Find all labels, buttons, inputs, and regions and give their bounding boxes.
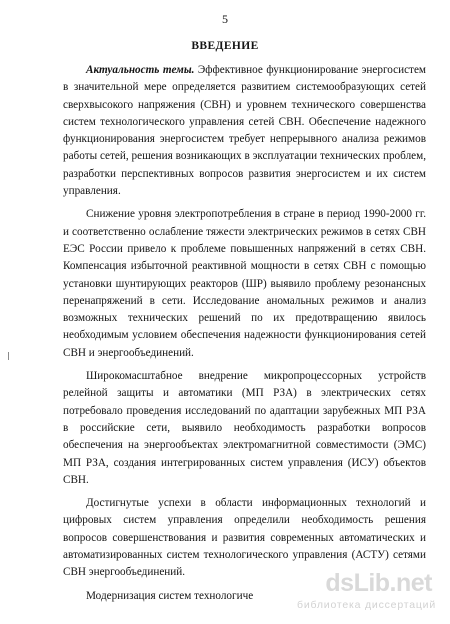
page-number: 5: [222, 12, 228, 26]
paragraph-microprocessor: [63, 368, 426, 489]
scan-margin-mark: [8, 352, 9, 360]
paragraph-text: Снижение уровня электропотребления в стране в период 1990-2000 гг. и соответственно ослабление тяжести электрических режимов в сетях СВН ЕЭС России привело к проблеме повышенных напряжений в сетях СВН. Компенсация избыточной реактивной мощности в сетях СВН с помощью установки шунтирующих реакторов (ШР) выявило проблему резонансных перенапряжений в сети. Исследование аномальных режимов и анализ возможных технических решений по их предотвращению явилось необходимым условием обеспечения надежности функционирования сетей СВН и энергообъединений.: [63, 208, 426, 359]
paragraph-text: Модернизация систем технологиче: [86, 589, 254, 602]
paragraph-text: Широкомасштабное внедрение микропроцессорных устройств релейной защиты и автоматики (МП РЗА) в электрических сетях потребовало проведения исследований по адаптации зарубежных МП РЗА в российские сети, выявило необходимость разработки вопросов обеспечения на энергообъектах электромагнитной совместимости (ЭМС) МП РЗА, создания интегрированных систем управления (ИСУ) объектов СВН.: [63, 370, 426, 486]
watermark: [235, 569, 440, 615]
body-text: [63, 62, 426, 605]
paragraph-text: Достигнутые успехи в области информационных технологий и цифровых систем управления определили необходимость решения вопросов совершенствования и развития современных автоматических и автоматизированных систем технологического управления (АСТУ) сетями СВН энергообъединений.: [63, 497, 426, 579]
paragraph-lead: Актуальность темы.: [86, 64, 195, 76]
paragraph-consumption: [63, 206, 426, 362]
watermark-tagline: библиотека диссертаций: [297, 599, 436, 611]
paragraph-text: Эффективное функционирование энергосистем в значительной мере определяется развитием системообразующих сетей сверхвысокого напряжения (СВН) и уровнем технического совершенства систем технологического управления сетей СВН. Обеспечение надежного функционирования энергосистем требует непрерывного анализа режимов работы сетей, решения возникающих в эксплуатации технических проблем, разработки перспективных вопросов развития энергосистем и их систем управления.: [63, 64, 426, 198]
paragraph-relevance: [63, 62, 426, 200]
section-heading: ВВЕДЕНИЕ: [191, 40, 259, 52]
watermark-logo: dsLib.net: [325, 569, 432, 597]
